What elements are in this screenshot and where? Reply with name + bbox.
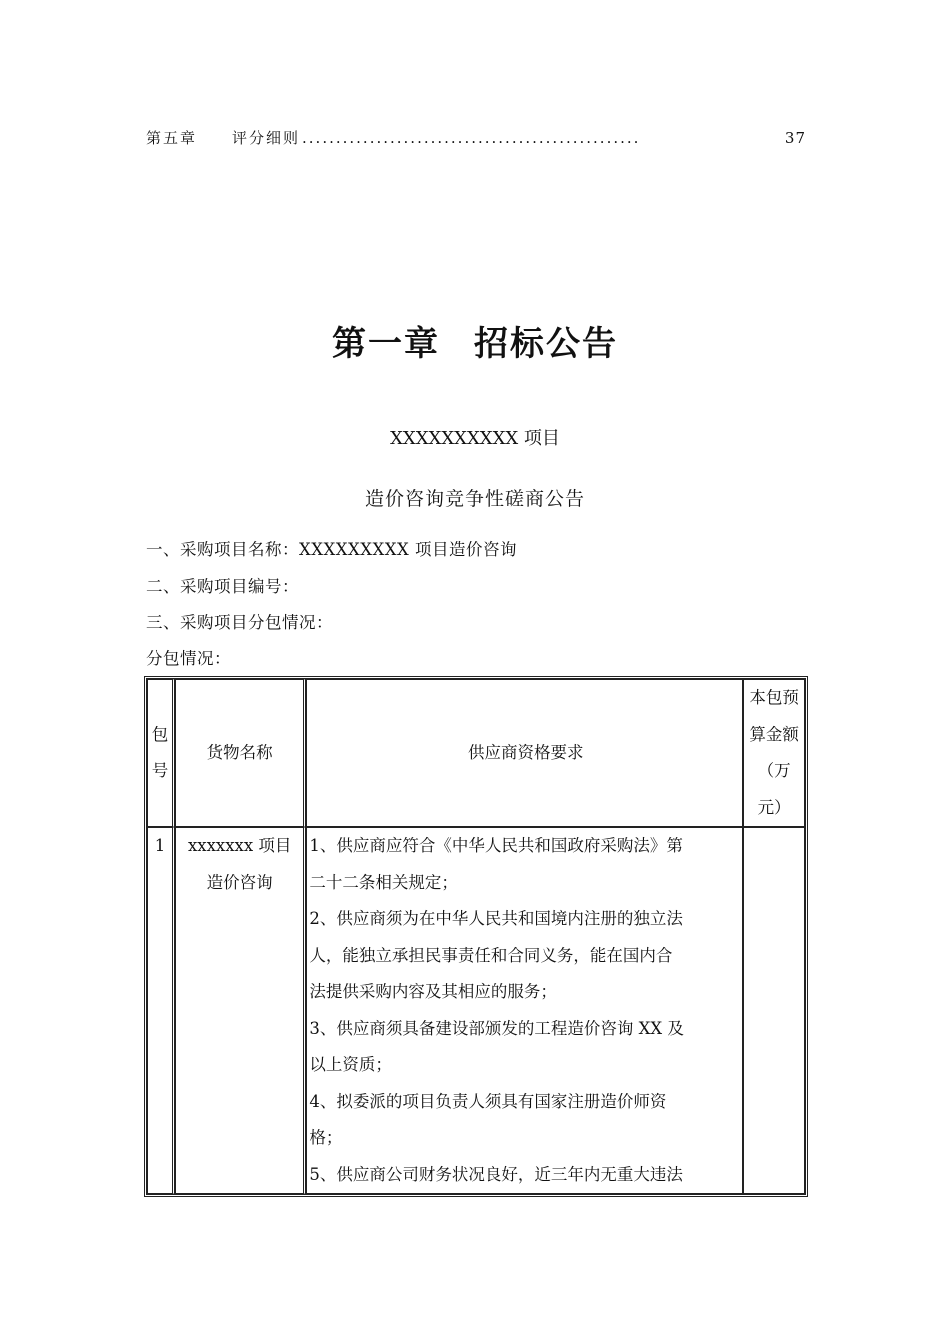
project-title: XXXXXXXXXX 项目 — [390, 428, 560, 449]
section-package-info: 三、采购项目分包情况： — [146, 613, 333, 632]
toc-leader-dots: .................................................. — [302, 129, 641, 147]
header-budget — [743, 679, 805, 827]
section-package-label: 分包情况： — [146, 649, 231, 668]
requirement-line: 人，能独立承担民事责任和合同义务，能在国内合 — [309, 945, 673, 965]
header-supplier-requirements: 供应商资格要求 — [306, 679, 743, 827]
section-project-name: 一、采购项目名称：XXXXXXXXX 项目造价咨询 — [146, 540, 517, 559]
cell-goods-name — [175, 827, 306, 1194]
requirement-line: 法提供采购内容及其相应的服务； — [309, 982, 557, 1001]
requirement-line: 2、供应商须为在中华人民共和国境内注册的独立法 — [309, 909, 683, 928]
header-package-no-line: 包 — [151, 724, 169, 744]
requirement-line: 1、供应商应符合《中华人民共和国政府采购法》第 — [309, 836, 683, 855]
header-package-no-line: 号 — [151, 761, 169, 780]
header-budget-line: 元） — [757, 797, 791, 817]
requirement-line: 二十二条相关规定； — [309, 872, 458, 892]
header-budget-line: （万 — [757, 761, 791, 780]
chapter-title — [0, 316, 950, 365]
section-project-number: 二、采购项目编号： — [146, 577, 299, 596]
requirement-line: 以上资质； — [309, 1055, 392, 1074]
chapter-name: 招标公告 — [474, 324, 618, 364]
requirement-line: 4、拟委派的项目负责人须具有国家注册造价师资 — [309, 1091, 667, 1111]
header-budget-line: 本包预 — [749, 688, 799, 707]
table-header-row — [147, 679, 805, 827]
requirement-line: 3、供应商须具备建设部颁发的工程造价咨询 XX 及 — [309, 1018, 684, 1038]
requirement-line: 格； — [309, 1128, 343, 1147]
chapter-number: 第一章 — [332, 324, 440, 364]
header-package-no — [147, 679, 175, 827]
header-budget-line: 算金额 — [749, 724, 799, 744]
toc-chapter-title: 评分细则 — [232, 129, 301, 147]
toc-entry[interactable] — [146, 127, 806, 151]
package-table — [144, 676, 808, 1197]
cell-goods-line: 造价咨询 — [206, 872, 273, 892]
cell-package-no: 1 — [147, 827, 175, 1194]
table-row — [147, 827, 805, 1194]
cell-goods-line: xxxxxxx 项目 — [187, 836, 292, 855]
toc-chapter-number: 第五章 — [146, 129, 198, 147]
toc-page-number: 37 — [784, 129, 806, 147]
cell-requirements — [306, 827, 743, 1194]
header-goods-name: 货物名称 — [175, 679, 306, 827]
requirement-line: 5、供应商公司财务状况良好，近三年内无重大违法 — [309, 1164, 683, 1184]
notice-title: 造价咨询竞争性磋商公告 — [364, 488, 585, 510]
cell-budget — [743, 827, 805, 1194]
